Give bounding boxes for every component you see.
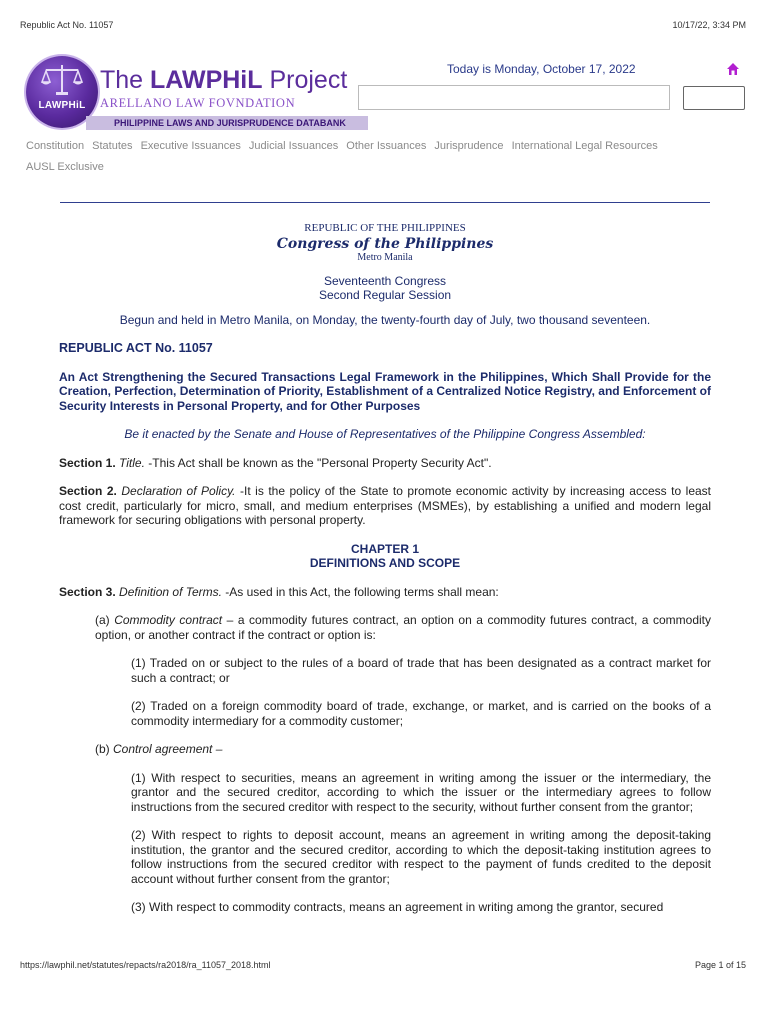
home-icon[interactable] (726, 62, 740, 76)
scales-of-justice-icon (40, 62, 84, 98)
nav-executive-issuances[interactable]: Executive Issuances (140, 140, 241, 152)
print-header-title: Republic Act No. 11057 (20, 20, 114, 30)
nav-other-issuances[interactable]: Other Issuances (346, 140, 427, 152)
nav-ausl-exclusive[interactable]: AUSL Exclusive (26, 161, 104, 173)
act-title: An Act Strengthening the Secured Transactions Legal Framework in the Philippines, Which Shall Provide for the Creation, Perfection, Determination of Priority, Establishment of a Centralized Notice Registry, and Enforcement of Security Interests in Personal Property, and for Other Purposes (59, 369, 711, 413)
metro-heading: Metro Manila (357, 252, 413, 263)
republic-heading: REPUBLIC OF THE PHILIPPINES (304, 222, 466, 234)
header-divider (60, 202, 710, 203)
search-button[interactable] (683, 86, 745, 110)
seal-text: LAWPHiL (38, 100, 86, 111)
nav-jurisprudence[interactable]: Jurisprudence (434, 140, 504, 152)
enacting-clause: Be it enacted by the Senate and House of Representatives of the Philippine Congress Assembled: (124, 427, 646, 441)
republic-act-number: REPUBLIC ACT No. 11057 (59, 341, 213, 355)
definition-b-2: (2) With respect to rights to deposit account, means an agreement in writing among the deposit-taking institution, the grantor and the secured creditor, according to which the deposit-taking institution agrees to follow instructions from the secured creditor with respect to the payment of funds credited to the deposit account without further consent from the grantor; (131, 828, 711, 886)
print-footer (20, 960, 746, 970)
main-nav (26, 136, 726, 178)
definition-a-2: (2) Traded on a foreign commodity board of trade, exchange, or market, and is carried on the books of a commodity intermediary for a commodity customer; (131, 699, 711, 728)
definition-b: (b) Control agreement – (95, 742, 223, 756)
nav-international-legal-resources[interactable]: International Legal Resources (511, 140, 658, 152)
nav-constitution[interactable]: Constitution (26, 140, 85, 152)
congress-number: Seventeenth Congress (323, 273, 447, 288)
print-header-datetime: 10/17/22, 3:34 PM (672, 20, 746, 30)
today-date: Today is Monday, October 17, 2022 (447, 62, 636, 76)
definition-a-1: (1) Traded on or subject to the rules of a board of trade that has been designated as a contract market for such a contract; or (131, 656, 711, 685)
site-subtitle: ARELLANO LAW FOVNDATION (100, 96, 296, 110)
print-footer-url: https://lawphil.net/statutes/repacts/ra2018/ra_11057_2018.html (20, 960, 271, 970)
nav-judicial-issuances[interactable]: Judicial Issuances (248, 140, 339, 152)
print-footer-page: Page 1 of 15 (694, 960, 746, 970)
chapter-heading: CHAPTER 1 DEFINITIONS AND SCOPE (309, 541, 461, 570)
session-name: Second Regular Session (318, 288, 452, 302)
section-1: Section 1. Title. -This Act shall be known as the "Personal Property Security Act". (59, 455, 492, 470)
section-2: Section 2. Declaration of Policy. -It is the policy of the State to promote economic activity by increasing access to least cost credit, particularly for micro, small, and medium enterprises (MSMEs), by establishing a unified and modern legal framework for securing obligations with personal property. (59, 484, 711, 527)
session-heading (59, 274, 711, 303)
law-document (59, 221, 711, 915)
begun-statement: Begun and held in Metro Manila, on Monday, the twenty-fourth day of July, two thousand seventeen. (119, 312, 651, 327)
print-header (20, 20, 746, 30)
site-tagline-bar: PHILIPPINE LAWS AND JURISPRUDENCE DATABANK (86, 116, 368, 130)
site-logo[interactable] (26, 56, 346, 132)
definition-a: (a) Commodity contract – a commodity futures contract, an option on a commodity futures contract, a commodity option, or another contract if the contract or option is: (95, 613, 712, 642)
site-title: The LAWPHiL Project (100, 66, 348, 94)
search-input[interactable] (358, 85, 670, 110)
section-3: Section 3. Definition of Terms. -As used in this Act, the following terms shall mean: (59, 584, 499, 599)
definition-b-3: (3) With respect to commodity contracts, means an agreement in writing among the grantor, secured (131, 900, 664, 914)
congress-heading: Congress of the Philippines (276, 235, 494, 252)
definition-b-1: (1) With respect to securities, means an agreement in writing among the issuer or the intermediary, the grantor and the secured creditor, according to which the issuer or the intermediary agrees to follow instructions from the secured creditor with respect to the security, without further consent from the grantor; (131, 770, 711, 814)
nav-statutes[interactable]: Statutes (92, 140, 133, 152)
